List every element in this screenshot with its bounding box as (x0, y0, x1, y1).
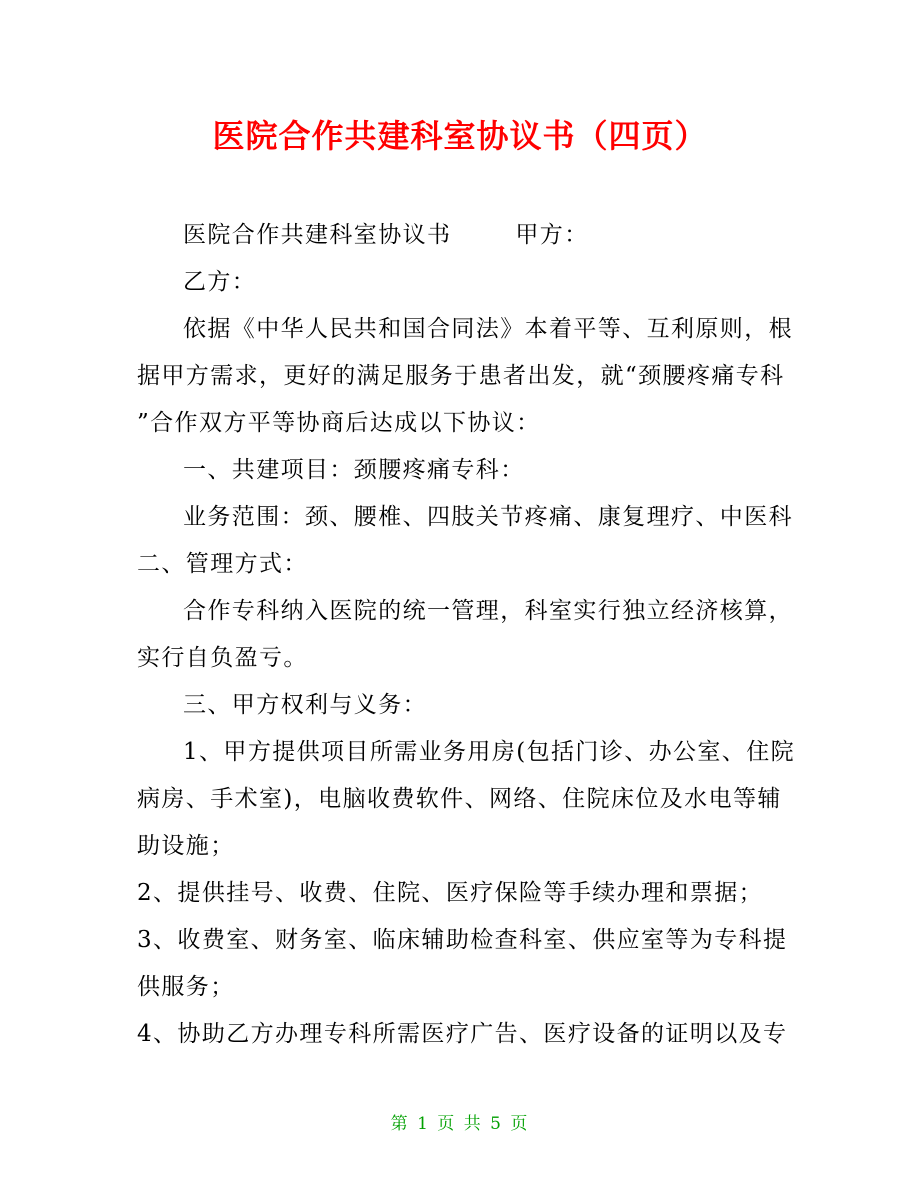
party-b-label: 乙方： (183, 269, 257, 295)
paragraph-line: ”合作双方平等协商后达成以下协议： (137, 410, 541, 436)
paragraph-line: 依据《中华人民共和国合同法》本着平等、互利原则，根 (183, 316, 793, 342)
paragraph-line: 业务范围：颈、腰椎、四肢关节疼痛、康复理疗、中医科 (183, 504, 793, 530)
paragraph-line (137, 212, 785, 259)
section-heading: 一、共建项目：颈腰疼痛专科： (183, 457, 525, 483)
list-item: 4、协助乙方办理专科所需医疗广告、医疗设备的证明以及专 (137, 1021, 788, 1047)
paragraph-line: 供服务； (137, 974, 235, 1000)
paragraph-line: 实行自负盈亏。 (137, 645, 308, 671)
party-a-label: 甲方： (515, 222, 589, 248)
document-body (137, 212, 796, 1058)
paragraph-line: 合作专科纳入医院的统一管理，科室实行独立经济核算， (183, 598, 793, 624)
section-heading: 二、管理方式： (137, 551, 308, 577)
paragraph-line: 据甲方需求，更好的满足服务于患者出发，就“颈腰疼痛专科 (137, 363, 785, 389)
list-item: 2、提供挂号、收费、住院、医疗保险等手续办理和票据； (137, 880, 764, 906)
paragraph-line: 病房、手术室)，电脑收费软件、网络、住院床位及水电等辅 (137, 786, 782, 812)
section-heading: 三、甲方权利与义务： (183, 692, 427, 718)
list-item: 1、甲方提供项目所需业务用房(包括门诊、办公室、住院 (183, 739, 796, 765)
page-footer: 第 1 页 共 5 页 (390, 1114, 530, 1134)
paragraph-line: 助设施； (137, 833, 235, 859)
agreement-name: 医院合作共建科室协议书 (183, 222, 452, 248)
document-title: 医院合作共建科室协议书（四页） (212, 117, 708, 155)
list-item: 3、收费室、财务室、临床辅助检查科室、供应室等为专科提 (137, 927, 788, 953)
